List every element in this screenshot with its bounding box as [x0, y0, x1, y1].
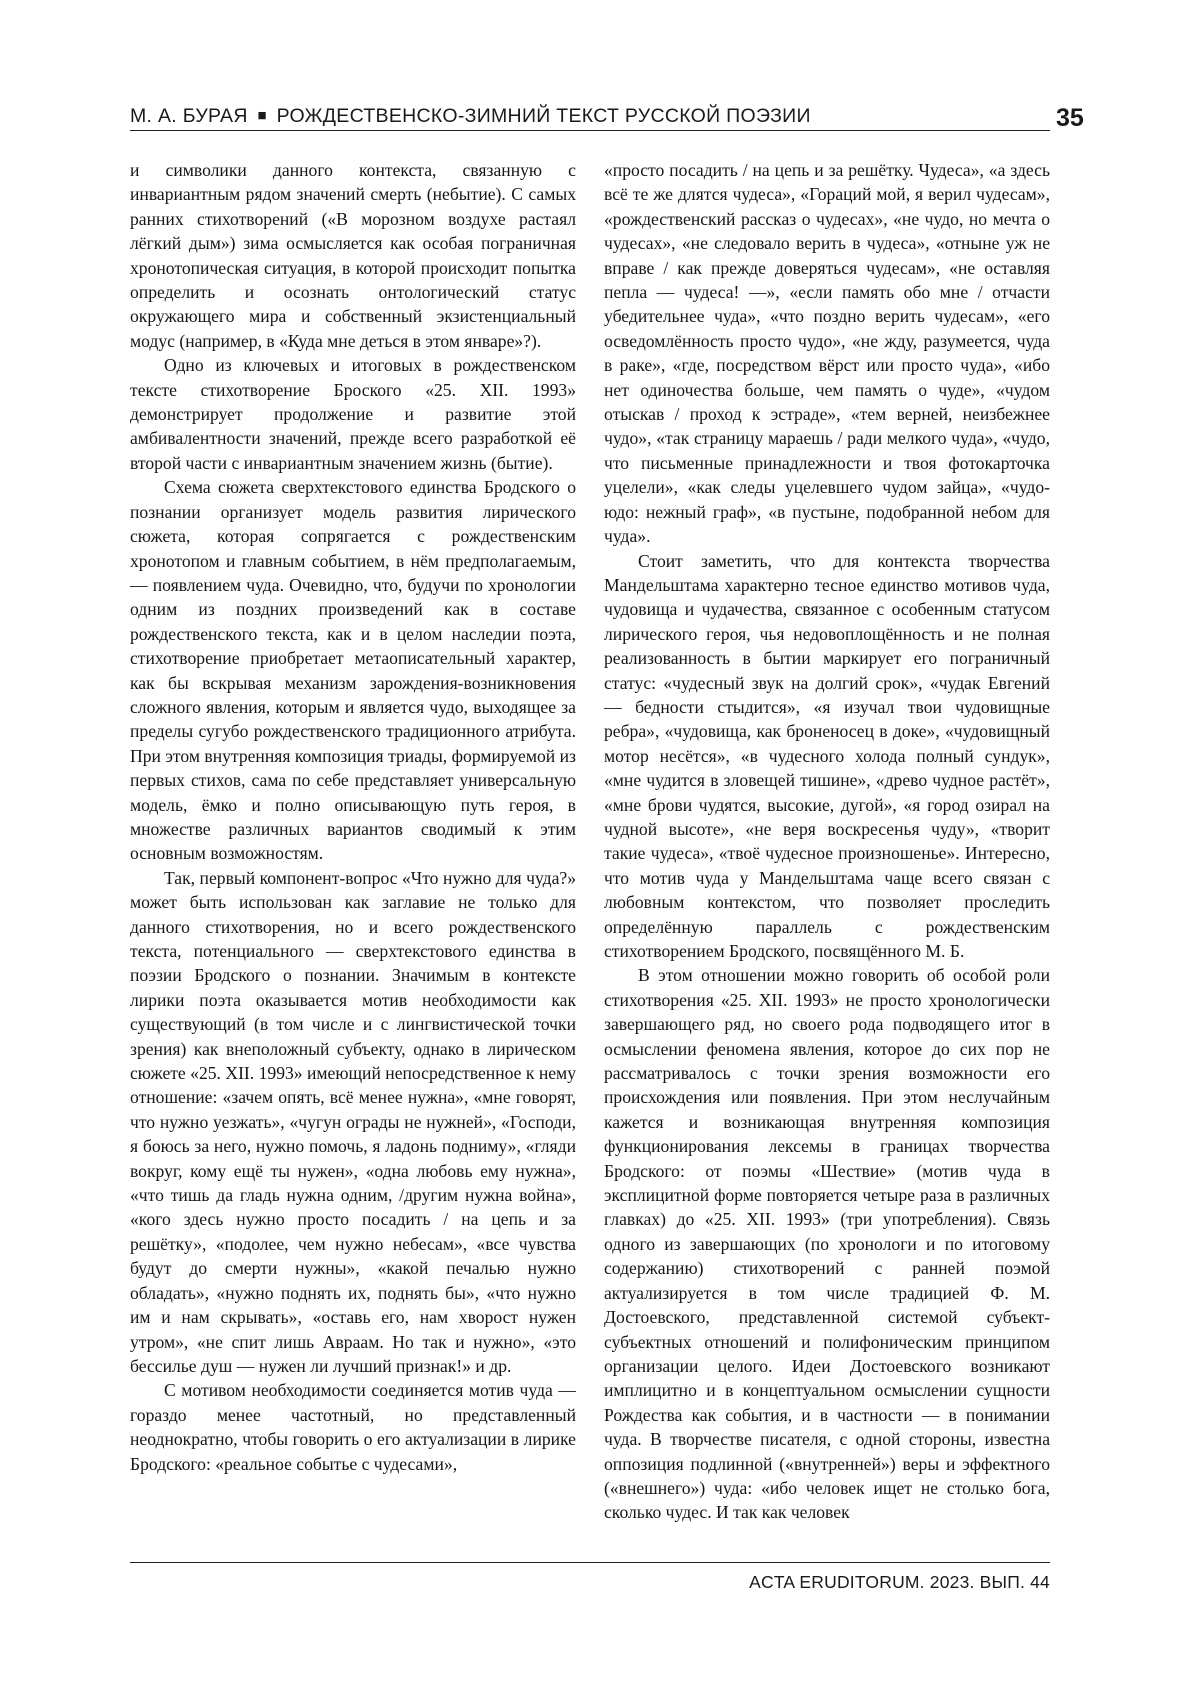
- footer-journal: ACTA ERUDITORUM. 2023. ВЫП. 44: [749, 1572, 1050, 1592]
- running-header: [130, 104, 1050, 130]
- page-number: 35: [1056, 104, 1084, 132]
- paragraph: Стоит заметить, что для контекста творчества Мандельштама характерно тесное единство мотивов чуда, чудовища и чудачества, связанное с особенным статусом лирического героя, чья недовоплощённость и не полная реализованность в бытии маркирует его пограничный статус: «чудесный звук на долгий срок», «чудак Евгений — бедности стыдится», «я изучал твои чудовищные ребра», «чудовища, как броненосец в доке», «чудовищный мотор несётся», «в чудесного холода полный сундук», «мне чудится в зловещей тишине», «древо чудное растёт», «мне брови чудятся, высокие, дугой», «я город озирал на чудной высоте», «не веря воскресенья чуду», «творит такие чудеса», «твоё чудесное произношенье». Интересно, что мотив чуда у Мандельштама чаще всего связан с любовным контекстом, что позволяет проследить определённую параллель с рождественским стихотворением Бродского, посвящённого М. Б.: [604, 550, 1050, 961]
- paragraph: «просто посадить / на цепь и за решётку. Чудеса», «а здесь всё те же длятся чудеса», «Гораций мой, я верил чудесам», «рождественский рассказ о чудесах», «не чудо, но мечта о чудесах», «не следовало верить в чудеса», «отныне уж не вправе / как прежде доверяться чудесам», «не оставляя пепла — чудеса! —», «если память обо мне / отчасти убедительнее чуда», «что поздно верить чудесам», «его осведомлённость просто чудо», «не жду, разумеется, чуда в раке», «где, посредством вёрст или просто чуда», «ибо нет одиночества больше, чем память о чуде», «чудом отыскав / проход к эстраде», «тем верней, неизбежнее чудо», «так страницу мараешь / ради мелкого чуда», «чудо, что письменные принадлежности и твоя фотокарточка уцелели», «как следы уцелевшего чудом зайца», «чудо-юдо: нежный граф», «в пустыне, подобранной небом для чуда».: [604, 160, 1050, 547]
- paragraph: С мотивом необходимости соединяется мотив чуда — гораздо менее частотный, но представленный неоднократно, чтобы говорить о его актуализации в лирике Бродского: «реальное событье с чудесами»,: [130, 1380, 576, 1474]
- right-column: [604, 158, 1050, 1525]
- paragraph: Схема сюжета сверхтекстового единства Бродского о познании организует модель развития лирического сюжета, которая сопрягается с рождественским хронотопом и главным событием, в нём предполагаемым, — появлением чуда. Очевидно, что, будучи по хронологии одним из поздних произведений как в составе рождественского текста, как и в целом наследии поэта, стихотворение приобретает метаописательный характер, как бы вскрывая механизм зарождения-возникновения сложного явления, которым и является чудо, выходящее за пределы сугубо рождественского традиционного атрибута. При этом внутренняя композиция триады, формируемой из первых стихов, сама по себе представляет универсальную модель, ёмко и полно описывающую путь героя, в множестве различных вариантов сводимый к этим основным возможностям.: [130, 477, 576, 864]
- footer-rule: [130, 1562, 1050, 1563]
- header-author: М. А. БУРАЯ: [130, 105, 248, 127]
- paragraph: и символики данного контекста, связанную с инвариантным рядом значений смерть (небытие). С самых ранних стихотворений («В морозном воздухе растаял лёгкий дым») зима осмысляется как особая пограничная хронотопическая ситуация, в которой происходит попытка определить и осознать онтологический статус окружающего мира и собственный экзистенциальный модус (например, в «Куда мне деться в этом январе»?).: [130, 160, 576, 351]
- header-separator-icon: ■: [257, 107, 267, 124]
- paragraph: Одно из ключевых и итоговых в рождественском тексте стихотворение Броского «25. XII. 1993» демонстрирует продолжение и развитие этой амбивалентности значений, прежде всего разработкой её второй части с инвариантным значением жизнь (бытие).: [130, 355, 576, 473]
- paragraph: Так, первый компонент-вопрос «Что нужно для чуда?» может быть использован как заглавие не только для данного стихотворения, но и всего рождественского текста, потенциального — сверхтекстового единства в поэзии Бродского о познании. Значимым в контексте лирики поэта оказывается мотив необходимости как существующий (в том числе и с лингвистической точки зрения) как внеположный субъекту, однако в лирическом сюжете «25. XII. 1993» имеющий непосредственное к нему отношение: «зачем опять, всё менее нужна», «мне говорят, что нужно уезжать», «чугун ограды не нужней», «Господи, я боюсь за него, нужно помочь, я ладонь подниму», «гляди вокруг, кому ещё ты нужен», «одна любовь ему нужна», «что тишь да гладь нужна одним, /другим нужна война», «кого здесь нужно просто посадить / на цепь и за решётку», «подолее, чем нужно небесам», «все чувства будут до смерти нужны», «какой печалью нужно обладать», «нужно поднять их, поднять бы», «что нужно им и нам скрывать», «оставь его, нам хворост нужен утром», «не спит лишь Авраам. Но так и нужно», «это бессилье душ — нужен ли лучший признак!» и др.: [130, 867, 576, 1376]
- paragraph: В этом отношении можно говорить об особой роли стихотворения «25. XII. 1993» не просто хронологически завершающего ряд, но своего рода подводящего итог в осмыслении феномена явления, которое до сих пор не рассматривалось с точки зрения возможности его происхождения или появления. При этом неслучайным кажется и возникающая внутренняя композиция функционирования лексемы в границах творчества Бродского: от поэмы «Шествие» (мотив чуда в эксплицитной форме повторяется четыре раза в различных главках) до «25. XII. 1993» (три употребления). Связь одного из завершающих (по хронологи и по итоговому содержанию) стихотворений с ранней поэмой актуализируется в том числе традицией Ф. М. Достоевского, представленной системой субъект-субъектных отношений и полифоническим принципом организации целого. Идеи Достоевского возникают имплицитно и в концептуальном осмыслении сущности Рождества как события, и в частности — в понимании чуда. В творчестве писателя, с одной стороны, известна оппозиция подлинной («внутренней») веры и эффектного («внешнего») чуда: «ибо человек ищет не столько бога, сколько чудес. И так как человек: [604, 965, 1050, 1523]
- left-column: [130, 158, 576, 1476]
- header-title: РОЖДЕСТВЕНСКО-ЗИМНИЙ ТЕКСТ РУССКОЙ ПОЭЗИИ: [276, 105, 811, 127]
- header-rule: [130, 130, 1050, 131]
